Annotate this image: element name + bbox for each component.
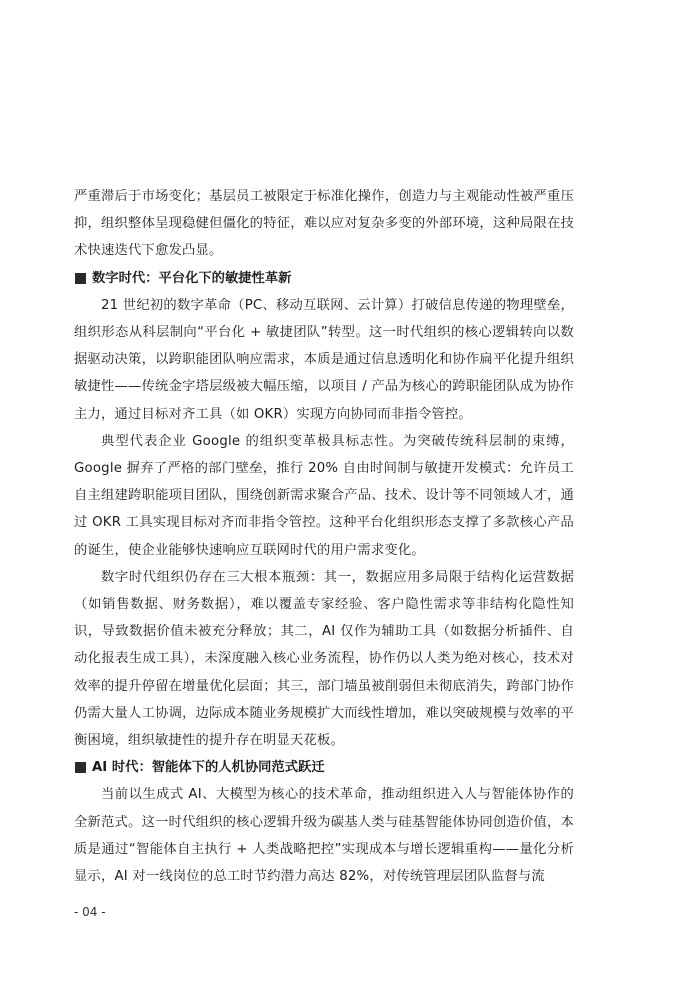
section-heading-digital <box>74 265 574 292</box>
paragraph: 21 世纪初的数字革命（PC、移动互联网、云计算）打破信息传递的物理壁垒，组织形态从科层制向“平台化 + 敏捷团队”转型。这一时代组织的核心逻辑转向以数据驱动决策，以跨职能团队响应需求，本质是通过信息透明化和协作扁平化提升组织敏捷性——传统金字塔层级被大幅压缩，以项目 / 产品为核心的跨职能团队成为协作主力，通过目标对齐工具（如 OKR）实现方向协同而非指令管控。 <box>74 297 574 422</box>
paragraph: 严重滞后于市场变化；基层员工被限定于标准化操作，创造力与主观能动性被严重压抑，组织整体呈现稳健但僵化的特征，难以应对复杂多变的外部环境，这种局限在技术快速迭代下愈发凸显。 <box>74 189 574 259</box>
section-heading-ai <box>74 754 574 781</box>
square-bullet-icon <box>75 273 86 284</box>
paragraph: 数字时代组织仍存在三大根本瓶颈：其一，数据应用多局限于结构化运营数据（如销售数据、财务数据），难以覆盖专家经验、客户隐性需求等非结构化隐性知识，导致数据价值未被充分释放；其二，AI 仅作为辅助工具（如数据分析插件、自动化报表生成工具），未深度融入核心业务流程，协作仍以人类为绝对核心，技术对效率的提升停留在增量优化层面；其三，部门墙虽被削弱但未彻底消失，跨部门协作仍需大量人工协调，边际成本随业务规模扩大而线性增加，难以突破规模与效率的平衡困境，组织敏捷性的提升存在明显天花板。 <box>74 569 574 749</box>
page-number: - 04 - <box>74 905 106 919</box>
section-heading-text: AI 时代：智能体下的人机协同范式跃迁 <box>92 760 325 776</box>
paragraph: 典型代表企业 Google 的组织变革极具标志性。为突破传统科层制的束缚，Google 摒弃了严格的部门壁垒，推行 20% 自由时间制与敏捷开发模式：允许员工自主组建跨职能项目团队，围绕创新需求聚合产品、技术、设计等不同领域人才，通过 OKR 工具实现目标对齐而非指令管控。这种平台化组织形态支撑了多款核心产品的诞生，使企业能够快速响应互联网时代的用户需求变化。 <box>74 433 574 558</box>
paragraph: 当前以生成式 AI、大模型为核心的技术革命，推动组织进入人与智能体协作的全新范式。这一时代组织的核心逻辑升级为碳基人类与硅基智能体协同创造价值，本质是通过“智能体自主执行 + 人类战略把控”实现成本与增长逻辑重构——量化分析显示，AI 对一线岗位的总工时节约潜力高达 82%，对传统管理层团队监督与流 <box>74 787 574 885</box>
document-body <box>74 183 574 890</box>
square-bullet-icon <box>75 762 86 773</box>
section-heading-text: 数字时代：平台化下的敏捷性革新 <box>92 270 292 286</box>
